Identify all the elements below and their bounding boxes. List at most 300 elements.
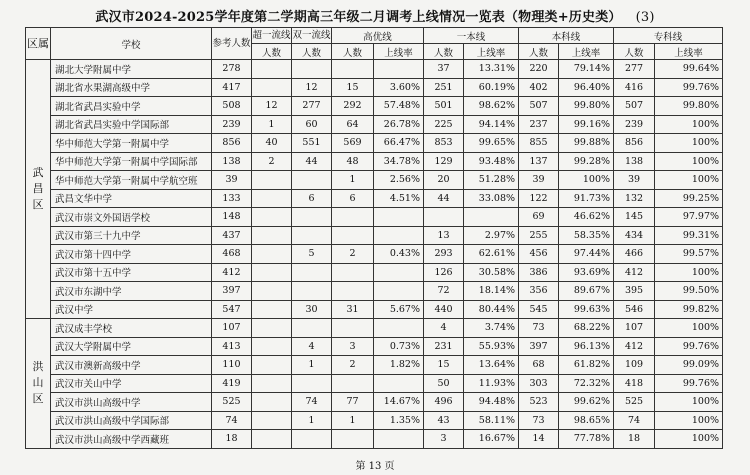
data-cell: 66.47%: [374, 134, 424, 153]
data-cell: 12: [292, 78, 332, 97]
data-cell: 62.61%: [464, 245, 519, 264]
data-cell: 74: [212, 411, 252, 430]
data-cell: 386: [519, 263, 559, 282]
data-cell: [252, 171, 292, 190]
data-cell: 523: [519, 393, 559, 412]
data-cell: 99.63%: [559, 300, 614, 319]
data-cell: [374, 282, 424, 301]
data-cell: 18.14%: [464, 282, 519, 301]
data-cell: 97.44%: [559, 245, 614, 264]
table-row: [26, 78, 723, 97]
school-name-cell: 湖北省武昌实验中学国际部: [51, 115, 212, 134]
data-cell: 507: [614, 97, 655, 116]
data-cell: 133: [212, 189, 252, 208]
data-cell: 14.67%: [374, 393, 424, 412]
data-cell: [252, 208, 292, 227]
data-cell: 507: [519, 97, 559, 116]
data-cell: 239: [212, 115, 252, 134]
data-cell: 96.13%: [559, 337, 614, 356]
data-cell: [374, 208, 424, 227]
data-cell: 545: [519, 300, 559, 319]
district-cell: 武 昌 区: [26, 60, 51, 319]
data-cell: [252, 189, 292, 208]
data-cell: 68: [519, 356, 559, 375]
data-cell: 80.44%: [464, 300, 519, 319]
school-name-cell: 武汉市澳新高级中学: [51, 356, 212, 375]
header-tier1: 超一流线: [252, 28, 292, 44]
data-cell: [292, 226, 332, 245]
data-cell: 4: [424, 319, 464, 338]
data-cell: 225: [424, 115, 464, 134]
data-cell: 99.09%: [655, 356, 723, 375]
data-cell: 100%: [655, 171, 723, 190]
data-cell: 3: [332, 337, 374, 356]
data-cell: 68.22%: [559, 319, 614, 338]
school-name-cell: 武昌文华中学: [51, 189, 212, 208]
data-cell: [374, 374, 424, 393]
table-row: [26, 60, 723, 79]
table-row: [26, 411, 723, 430]
data-cell: 73: [519, 319, 559, 338]
data-cell: 2: [332, 245, 374, 264]
data-cell: [374, 263, 424, 282]
data-cell: 99.57%: [655, 245, 723, 264]
data-cell: 293: [424, 245, 464, 264]
header-zhuanke: 专科线: [614, 28, 723, 44]
data-cell: 1: [332, 411, 374, 430]
data-cell: 94.48%: [464, 393, 519, 412]
data-cell: 37: [424, 60, 464, 79]
header-elite: 高优线: [332, 28, 424, 44]
subheader-tier2-persons: 人数: [292, 44, 332, 60]
header-tier2: 双一流线: [292, 28, 332, 44]
data-cell: 434: [614, 226, 655, 245]
data-cell: [332, 319, 374, 338]
data-cell: [252, 263, 292, 282]
results-table: [25, 27, 723, 449]
data-cell: 20: [424, 171, 464, 190]
data-cell: 416: [614, 78, 655, 97]
school-name-cell: 武汉市关山中学: [51, 374, 212, 393]
data-cell: 60.19%: [464, 78, 519, 97]
data-cell: 91.73%: [559, 189, 614, 208]
data-cell: 237: [519, 115, 559, 134]
subheader-yiben-rate: 上线率: [464, 44, 519, 60]
data-cell: 1.82%: [374, 356, 424, 375]
data-cell: [332, 60, 374, 79]
school-name-cell: 武汉大学附属中学: [51, 337, 212, 356]
school-name-cell: 武汉成丰学校: [51, 319, 212, 338]
data-cell: 546: [614, 300, 655, 319]
school-name-cell: 武汉市洪山高级中学: [51, 393, 212, 412]
data-cell: 94.14%: [464, 115, 519, 134]
table-row: [26, 393, 723, 412]
data-cell: 109: [614, 356, 655, 375]
school-name-cell: 湖北大学附属中学: [51, 60, 212, 79]
subheader-benke-persons: 人数: [519, 44, 559, 60]
data-cell: 413: [212, 337, 252, 356]
data-cell: 508: [212, 97, 252, 116]
data-cell: 3.60%: [374, 78, 424, 97]
data-cell: 58.11%: [464, 411, 519, 430]
data-cell: 46.62%: [559, 208, 614, 227]
data-cell: [252, 374, 292, 393]
data-cell: 129: [424, 152, 464, 171]
table-row: [26, 374, 723, 393]
data-cell: 30: [292, 300, 332, 319]
data-cell: [332, 430, 374, 449]
data-cell: 74: [292, 393, 332, 412]
data-cell: 856: [614, 134, 655, 153]
data-cell: 100%: [655, 430, 723, 449]
data-cell: 13.64%: [464, 356, 519, 375]
data-cell: 100%: [655, 319, 723, 338]
data-cell: 1: [252, 115, 292, 134]
data-cell: 100%: [655, 411, 723, 430]
data-cell: 4.51%: [374, 189, 424, 208]
data-cell: 12: [252, 97, 292, 116]
school-name-cell: 湖北省武昌实验中学: [51, 97, 212, 116]
data-cell: 3: [424, 430, 464, 449]
data-cell: 26.78%: [374, 115, 424, 134]
school-name-cell: 武汉市洪山高级中学西藏班: [51, 430, 212, 449]
subheader-elite-rate: 上线率: [374, 44, 424, 60]
data-cell: 0.73%: [374, 337, 424, 356]
data-cell: 220: [519, 60, 559, 79]
data-cell: [292, 208, 332, 227]
data-cell: 6: [292, 189, 332, 208]
data-cell: 30.58%: [464, 263, 519, 282]
data-cell: 13: [424, 226, 464, 245]
data-cell: 145: [614, 208, 655, 227]
data-cell: 137: [519, 152, 559, 171]
data-cell: 303: [519, 374, 559, 393]
subheader-tier1-persons: 人数: [252, 44, 292, 60]
data-cell: 74: [614, 411, 655, 430]
table-row: [26, 282, 723, 301]
data-cell: 99.16%: [559, 115, 614, 134]
title-number: (3): [635, 10, 655, 25]
data-cell: 3.74%: [464, 319, 519, 338]
school-name-cell: 武汉市崇文外国语学校: [51, 208, 212, 227]
table-body: [26, 60, 723, 449]
header-district: 区属: [26, 28, 51, 60]
data-cell: [292, 171, 332, 190]
data-cell: 6: [332, 189, 374, 208]
data-cell: [374, 319, 424, 338]
data-cell: 15: [332, 78, 374, 97]
data-cell: 69: [519, 208, 559, 227]
data-cell: 255: [519, 226, 559, 245]
data-cell: 44: [424, 189, 464, 208]
page-title: [0, 6, 750, 25]
data-cell: 13.31%: [464, 60, 519, 79]
data-cell: 44: [292, 152, 332, 171]
school-name-cell: 华中师范大学第一附属中学航空班: [51, 171, 212, 190]
table-row: [26, 356, 723, 375]
data-cell: [374, 60, 424, 79]
data-cell: 98.65%: [559, 411, 614, 430]
data-cell: 4: [292, 337, 332, 356]
data-cell: [252, 319, 292, 338]
subheader-zhuanke-rate: 上线率: [655, 44, 723, 60]
data-cell: 93.69%: [559, 263, 614, 282]
data-cell: 468: [212, 245, 252, 264]
data-cell: 98.62%: [464, 97, 519, 116]
school-name-cell: 武汉市东湖中学: [51, 282, 212, 301]
data-cell: 60: [292, 115, 332, 134]
data-cell: 856: [212, 134, 252, 153]
data-cell: [292, 430, 332, 449]
data-cell: 525: [614, 393, 655, 412]
data-cell: 39: [614, 171, 655, 190]
data-cell: 99.76%: [655, 78, 723, 97]
data-cell: 853: [424, 134, 464, 153]
data-cell: [252, 300, 292, 319]
data-cell: 397: [519, 337, 559, 356]
data-cell: 277: [614, 60, 655, 79]
data-cell: 16.67%: [464, 430, 519, 449]
data-cell: 126: [424, 263, 464, 282]
data-cell: 99.50%: [655, 282, 723, 301]
data-cell: 1.35%: [374, 411, 424, 430]
data-cell: [332, 282, 374, 301]
data-cell: 18: [212, 430, 252, 449]
data-cell: 99.80%: [559, 97, 614, 116]
data-cell: 395: [614, 282, 655, 301]
table-row: [26, 152, 723, 171]
data-cell: 77: [332, 393, 374, 412]
header-benke: 本科线: [519, 28, 614, 44]
data-cell: 251: [424, 78, 464, 97]
table-row: [26, 171, 723, 190]
data-cell: 122: [519, 189, 559, 208]
data-cell: 57.48%: [374, 97, 424, 116]
data-cell: 58.35%: [559, 226, 614, 245]
data-cell: 11.93%: [464, 374, 519, 393]
data-cell: 417: [212, 78, 252, 97]
data-cell: 412: [212, 263, 252, 282]
data-cell: 1: [292, 356, 332, 375]
data-cell: 51.28%: [464, 171, 519, 190]
data-cell: 43: [424, 411, 464, 430]
data-cell: 440: [424, 300, 464, 319]
data-cell: [252, 430, 292, 449]
data-cell: 39: [212, 171, 252, 190]
table-row: [26, 300, 723, 319]
data-cell: 99.80%: [655, 97, 723, 116]
data-cell: [424, 208, 464, 227]
data-cell: 14: [519, 430, 559, 449]
data-cell: [464, 208, 519, 227]
data-cell: 132: [614, 189, 655, 208]
table-row: [26, 245, 723, 264]
data-cell: 2: [252, 152, 292, 171]
data-cell: [374, 430, 424, 449]
data-cell: [332, 374, 374, 393]
data-cell: [252, 356, 292, 375]
subheader-yiben-persons: 人数: [424, 44, 464, 60]
data-cell: 501: [424, 97, 464, 116]
data-cell: 0.43%: [374, 245, 424, 264]
data-cell: 99.25%: [655, 189, 723, 208]
data-cell: [292, 374, 332, 393]
data-cell: 466: [614, 245, 655, 264]
data-cell: [374, 226, 424, 245]
data-cell: 100%: [655, 263, 723, 282]
data-cell: [292, 319, 332, 338]
data-cell: 99.82%: [655, 300, 723, 319]
data-cell: [252, 245, 292, 264]
data-cell: [292, 60, 332, 79]
data-cell: [252, 411, 292, 430]
header-yiben: 一本线: [424, 28, 519, 44]
data-cell: 2: [332, 356, 374, 375]
title-text: 武汉市2024-2025学年度第二学期高三年级二月调考上线情况一览表（物理类+历史类）: [95, 10, 622, 25]
data-cell: 496: [424, 393, 464, 412]
data-cell: 99.64%: [655, 60, 723, 79]
data-cell: 525: [212, 393, 252, 412]
table-row: [26, 97, 723, 116]
data-cell: 5.67%: [374, 300, 424, 319]
school-name-cell: 华中师范大学第一附属中学国际部: [51, 152, 212, 171]
page-footer: 第 13 页: [355, 461, 395, 472]
data-cell: 456: [519, 245, 559, 264]
data-cell: 89.67%: [559, 282, 614, 301]
data-cell: 99.76%: [655, 374, 723, 393]
subheader-benke-rate: 上线率: [559, 44, 614, 60]
data-cell: 277: [292, 97, 332, 116]
data-cell: [332, 208, 374, 227]
data-cell: 93.48%: [464, 152, 519, 171]
data-cell: 99.28%: [559, 152, 614, 171]
data-cell: 437: [212, 226, 252, 245]
table-row: [26, 337, 723, 356]
district-cell: 洪 山 区: [26, 319, 51, 449]
data-cell: 397: [212, 282, 252, 301]
header-count: 参考人数: [212, 28, 252, 60]
data-cell: 138: [614, 152, 655, 171]
data-cell: 40: [252, 134, 292, 153]
data-cell: [252, 60, 292, 79]
data-cell: 547: [212, 300, 252, 319]
table-row: [26, 226, 723, 245]
data-cell: 412: [614, 263, 655, 282]
school-name-cell: 武汉市第十四中学: [51, 245, 212, 264]
school-name-cell: 武汉市洪山高级中学国际部: [51, 411, 212, 430]
data-cell: 100%: [655, 134, 723, 153]
data-cell: 1: [332, 171, 374, 190]
data-cell: 239: [614, 115, 655, 134]
school-name-cell: 武汉中学: [51, 300, 212, 319]
data-cell: [292, 263, 332, 282]
data-cell: 100%: [655, 115, 723, 134]
data-cell: 64: [332, 115, 374, 134]
table-row: [26, 134, 723, 153]
table-row: [26, 430, 723, 449]
table-row: [26, 208, 723, 227]
data-cell: 72: [424, 282, 464, 301]
data-cell: 31: [332, 300, 374, 319]
data-cell: 33.08%: [464, 189, 519, 208]
data-cell: 356: [519, 282, 559, 301]
school-name-cell: 湖北省水果湖高级中学: [51, 78, 212, 97]
header-school: 学校: [51, 28, 212, 60]
data-cell: [252, 226, 292, 245]
data-cell: 48: [332, 152, 374, 171]
data-cell: 15: [424, 356, 464, 375]
data-cell: 412: [614, 337, 655, 356]
data-cell: [252, 78, 292, 97]
data-cell: 18: [614, 430, 655, 449]
data-cell: 418: [614, 374, 655, 393]
data-cell: 97.97%: [655, 208, 723, 227]
data-cell: 34.78%: [374, 152, 424, 171]
subheader-zhuanke-persons: 人数: [614, 44, 655, 60]
data-cell: 419: [212, 374, 252, 393]
table-row: [26, 263, 723, 282]
data-cell: [332, 263, 374, 282]
data-cell: 100%: [655, 152, 723, 171]
data-cell: 100%: [655, 393, 723, 412]
data-cell: 231: [424, 337, 464, 356]
data-cell: 148: [212, 208, 252, 227]
data-cell: [252, 337, 292, 356]
data-cell: 73: [519, 411, 559, 430]
table-row: [26, 189, 723, 208]
subheader-elite-persons: 人数: [332, 44, 374, 60]
data-cell: 5: [292, 245, 332, 264]
school-name-cell: 武汉市第三十九中学: [51, 226, 212, 245]
data-cell: 1: [292, 411, 332, 430]
data-cell: 72.32%: [559, 374, 614, 393]
data-cell: [332, 226, 374, 245]
data-cell: 110: [212, 356, 252, 375]
data-cell: 96.40%: [559, 78, 614, 97]
data-cell: 278: [212, 60, 252, 79]
data-cell: 99.88%: [559, 134, 614, 153]
school-name-cell: 武汉市第十五中学: [51, 263, 212, 282]
data-cell: [292, 282, 332, 301]
data-cell: 61.82%: [559, 356, 614, 375]
data-cell: 39: [519, 171, 559, 190]
school-name-cell: 华中师范大学第一附属中学: [51, 134, 212, 153]
data-cell: 77.78%: [559, 430, 614, 449]
data-cell: 99.76%: [655, 337, 723, 356]
data-cell: 402: [519, 78, 559, 97]
data-cell: [252, 393, 292, 412]
data-cell: 107: [614, 319, 655, 338]
data-cell: 100%: [559, 171, 614, 190]
data-cell: 569: [332, 134, 374, 153]
data-cell: 99.65%: [464, 134, 519, 153]
data-cell: 138: [212, 152, 252, 171]
table-row: [26, 319, 723, 338]
data-cell: [252, 282, 292, 301]
data-cell: 99.31%: [655, 226, 723, 245]
data-cell: 55.93%: [464, 337, 519, 356]
data-cell: 2.56%: [374, 171, 424, 190]
table-row: [26, 115, 723, 134]
data-cell: 50: [424, 374, 464, 393]
data-cell: 855: [519, 134, 559, 153]
data-cell: 99.62%: [559, 393, 614, 412]
data-cell: 79.14%: [559, 60, 614, 79]
data-cell: 551: [292, 134, 332, 153]
data-cell: 107: [212, 319, 252, 338]
data-cell: 2.97%: [464, 226, 519, 245]
data-cell: 292: [332, 97, 374, 116]
